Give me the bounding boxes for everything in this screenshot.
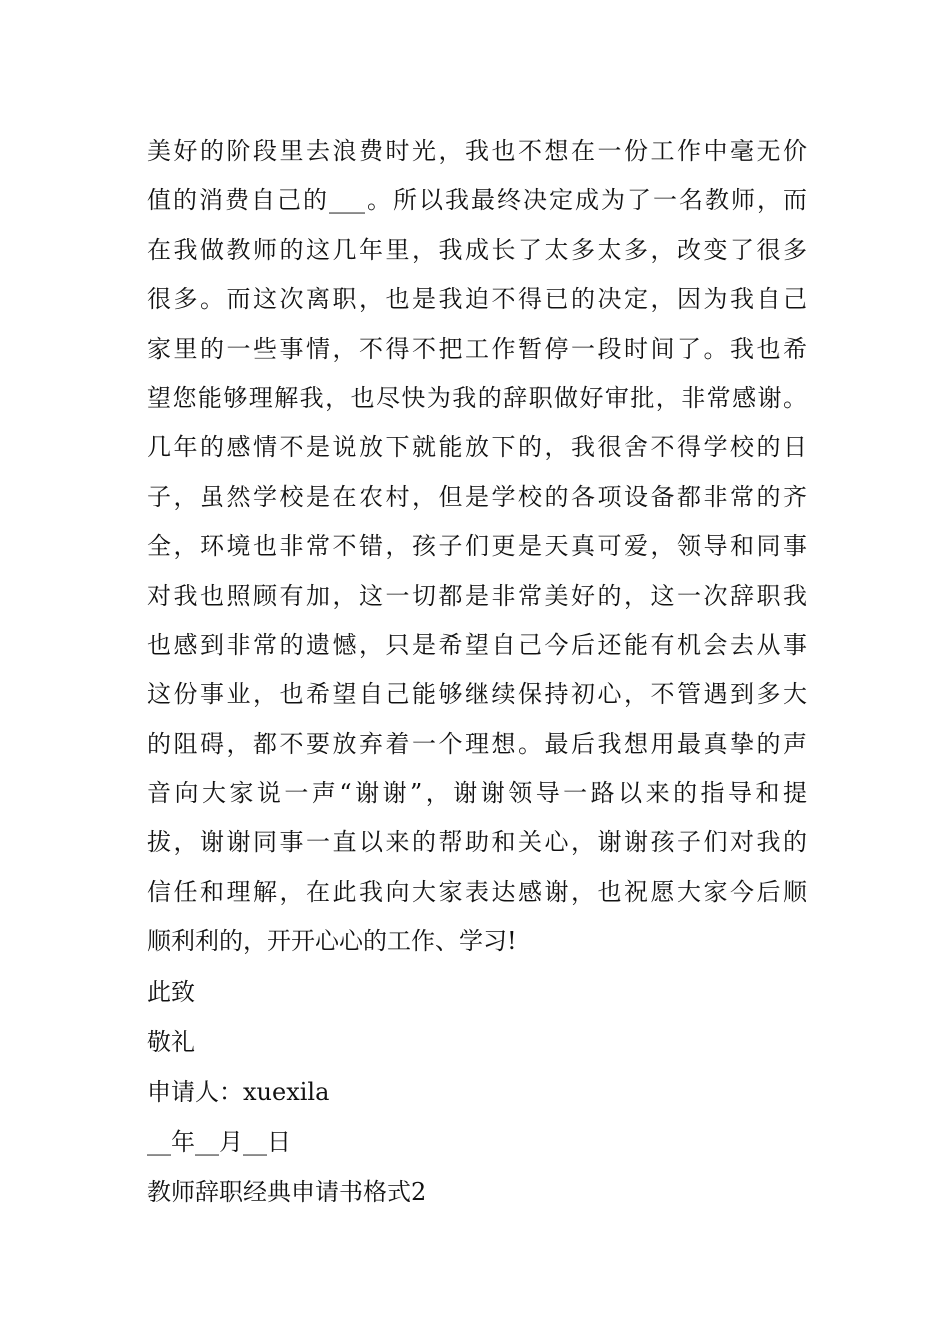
body-line-11: 也感到非常的遗憾，只是希望自己今后还能有机会去从事 <box>147 630 807 659</box>
body-line-5: 家里的一些事情，不得不把工作暂停一段时间了。我也希 <box>147 334 807 363</box>
body-line-9: 全，环境也非常不错，孩子们更是天真可爱，领导和同事 <box>147 532 807 561</box>
body-line-2: 值的消费自己的___。所以我最终决定成为了一名教师，而 <box>147 186 807 215</box>
closing-salutation: 此致 <box>147 977 195 1006</box>
body-line-6: 望您能够理解我，也尽快为我的辞职做好审批，非常感谢。 <box>147 383 807 412</box>
body-line-7: 几年的感情不是说放下就能放下的，我很舍不得学校的日 <box>147 433 807 462</box>
closing-regards: 敬礼 <box>147 1027 195 1056</box>
body-line-1: 美好的阶段里去浪费时光，我也不想在一份工作中毫无价 <box>147 137 807 165</box>
date-line: __年__月__日 <box>147 1127 291 1156</box>
body-line-12: 这份事业，也希望自己能够继续保持初心，不管遇到多大 <box>147 680 807 709</box>
applicant-line: 申请人：xuexila <box>147 1077 330 1106</box>
body-line-10: 对我也照顾有加，这一切都是非常美好的，这一次辞职我 <box>147 581 807 610</box>
body-line-13: 的阻碍，都不要放弃着一个理想。最后我想用最真挚的声 <box>147 729 807 758</box>
body-line-15: 拔，谢谢同事一直以来的帮助和关心，谢谢孩子们对我的 <box>147 828 807 857</box>
body-line-4: 很多。而这次离职，也是我迫不得已的决定，因为我自己 <box>147 285 807 314</box>
next-section-heading: 教师辞职经典申请书格式2 <box>147 1177 427 1206</box>
body-line-8: 子，虽然学校是在农村，但是学校的各项设备都非常的齐 <box>147 482 807 511</box>
body-line-14: 音向大家说一声“谢谢”，谢谢领导一路以来的指导和提 <box>147 779 807 808</box>
body-line-16: 信任和理解，在此我向大家表达感谢，也祝愿大家今后顺 <box>147 877 807 906</box>
body-line-3: 在我做教师的这几年里，我成长了太多太多，改变了很多 <box>147 235 807 264</box>
body-line-17: 顺利利的，开开心心的工作、学习! <box>147 927 517 956</box>
letter-body <box>147 127 807 1217</box>
